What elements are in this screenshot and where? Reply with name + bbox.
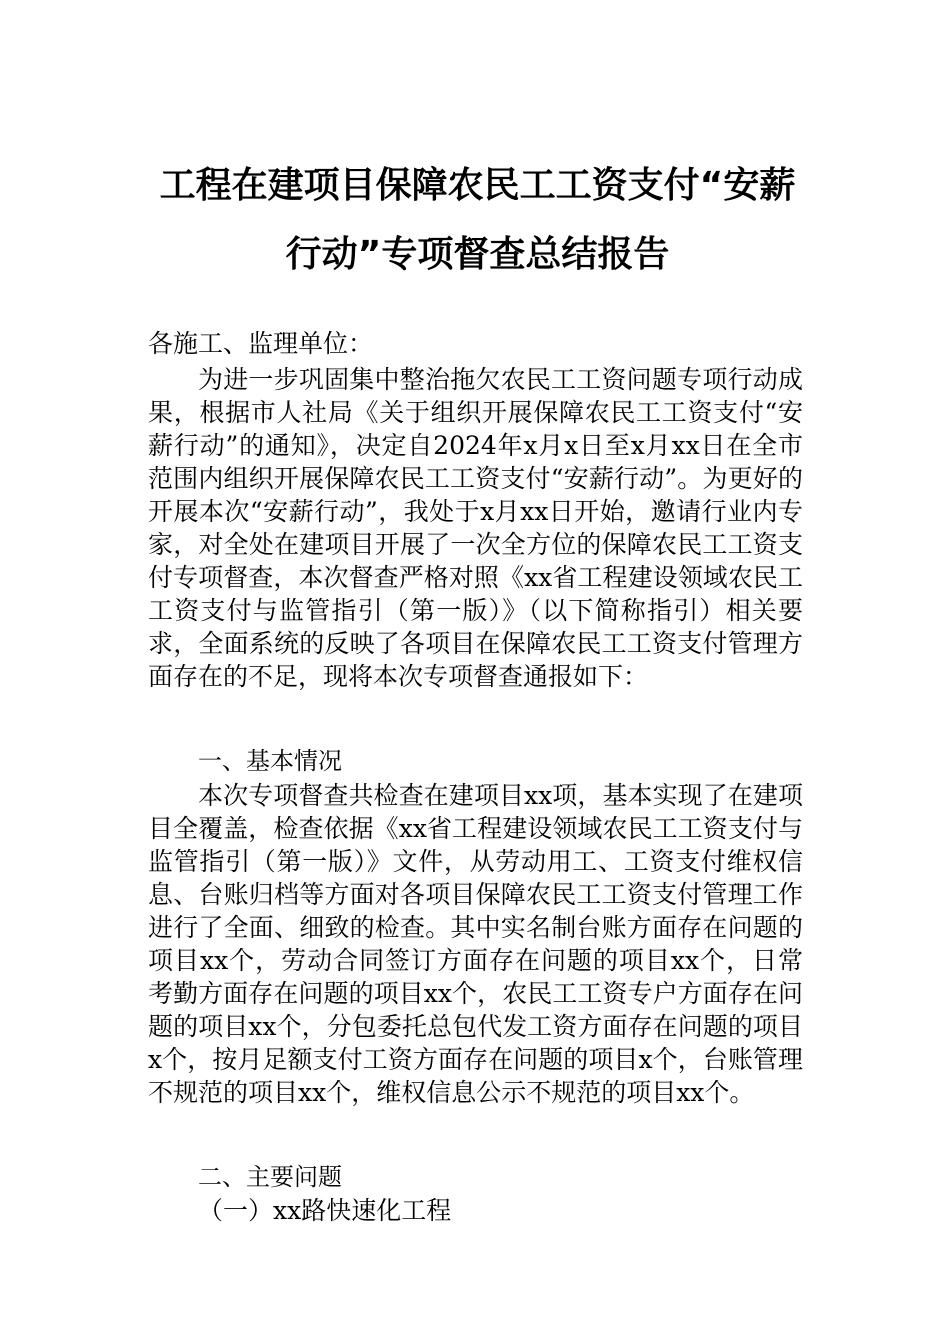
paragraph-intro: 为进一步巩固集中整治拖欠农民工工资问题专项行动成果，根据市人社局《关于组织开展保障农民工工资支付“安薪行动”的通知》，决定自2024年x月x日至x月xx日在全市范围内组织开展保障农民工工资支付“安薪行动”。为更好的开展本次“安薪行动”，我处于x月xx日开始，邀请行业内专家，对全处在建项目开展了一次全方位的保障农民工工资支付专项督查，本次督查严格对照《xx省工程建设领域农民工工资支付与监管指引（第一版）》（以下简称指引）相关要求，全面系统的反映了各项目在保障农民工工资支付管理方面存在的不足，现将本次专项督查通报如下： <box>148 365 803 691</box>
section-heading-main-problems: 二、主要问题 <box>198 1163 342 1191</box>
salutation: 各施工、监理单位： <box>148 329 374 358</box>
paragraph-basic-situation: 本次专项督查共检查在建项目xx项，基本实现了在建项目全覆盖，检查依据《xx省工程建设领域农民工工资支付与监管指引（第一版）》文件，从劳动用工、工资支付维权信息、台账归档等方面对各项目保障农民工工资支付管理工作进行了全面、细致的检查。其中实名制台账方面存在问题的项目xx个，劳动合同签订方面存在问题的项目xx个，日常考勤方面存在问题的项目xx个，农民工工资专户方面存在问题的项目xx个，分包委托总包代发工资方面存在问题的项目x个，按月足额支付工资方面存在问题的项目x个，台账管理不规范的项目xx个，维权信息公示不规范的项目xx个。 <box>148 781 803 1107</box>
document-title-line-1: 工程在建项目保障农民工工资支付“安薪 <box>159 165 796 206</box>
document-title-line-2: 行动”专项督查总结报告 <box>285 234 670 275</box>
subsection-heading-1: （一）xx路快速化工程 <box>198 1196 452 1225</box>
section-heading-basic-situation: 一、基本情况 <box>198 747 342 775</box>
